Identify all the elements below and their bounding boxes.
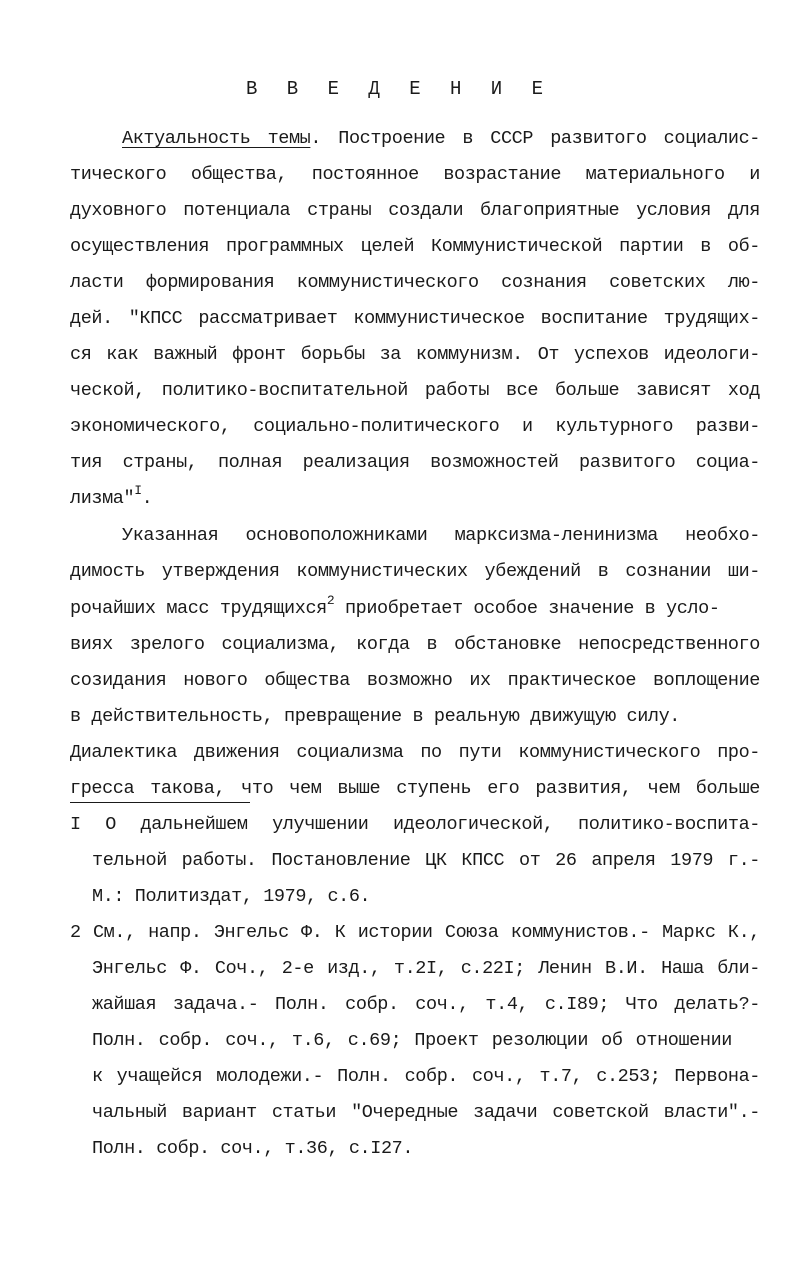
footnote-separator [70,802,250,803]
footnote-1-line: тельной работы. Постановление ЦК КПСС от 26 апреля 1979 г.- [92,850,760,871]
footnote-2-line: чальный вариант статьи "Очередные задачи советской власти".- [92,1102,760,1123]
paragraph-1-line: осуществления программных целей Коммунистической партии в об- [70,236,760,257]
paragraph-1-line: ческой, политико-воспитательной работы все больше зависят ход [70,380,760,401]
paragraph-1-line: духовного потенциала страны создали благоприятные условия для [70,200,760,221]
paragraph-2-line-1: Указанная основоположниками марксизма-ленинизма необхо- [122,525,760,546]
paragraph-1-line: ся как важный фронт борьбы за коммунизм. От успехов идеологи- [70,344,760,365]
footnote-2-line: Энгельс Ф. Соч., 2-е изд., т.2I, с.22I; Ленин В.И. Наша бли- [92,958,760,979]
page-title: В В Е Д Е Н И Е [245,78,553,100]
paragraph-2-line: в действительность, превращение в реальную движущую силу. [70,706,681,727]
paragraph-2-line: виях зрелого социализма, когда в обстановке непосредственного [70,634,760,655]
footnote-ref-2: 2 [326,593,335,608]
paragraph-1-last-line: лизма"$^I$. [70,483,153,509]
paragraph-1-line: ласти формирования коммунистического сознания советских лю- [70,272,760,293]
footnote-2-line: Полн. собр. соч., т.36, с.I27. [92,1138,414,1159]
footnote-1-line: М.: Политиздат, 1979, с.6. [92,886,371,907]
footnote-ref-1: I [134,483,142,498]
paragraph-1-line-1: Актуальность темы. Построение в СССР развитого социалис- [122,128,761,149]
footnote-2-line: к учащейся молодежи.- Полн. собр. соч., т.7, с.253; Первона- [92,1066,760,1087]
paragraph-2-line: созидания нового общества возможно их практическое воплощение [70,670,760,691]
paragraph-2-line-footnote: рочайших масс трудящихся$^2$ приобретает особое значение в усло- [70,593,720,619]
paragraph-2-line: гресса такова, что чем выше ступень его развития, чем больше [70,778,760,799]
paragraph-1-line: тического общества, постоянное возрастание материального и [70,164,760,185]
paragraph-2-line: димость утверждения коммунистических убеждений в сознании ши- [70,561,760,582]
footnote-2-line: жайшая задача.- Полн. собр. соч., т.4, с.I89; Что делать?- [92,994,760,1015]
footnote-2-line: Полн. собр. соч., т.6, с.69; Проект резолюции об отношении [92,1030,732,1051]
paragraph-1-line: тия страны, полная реализация возможностей развитого социа- [70,452,760,473]
paragraph-1-line: дей. "КПСС рассматривает коммунистическое воспитание трудящих- [70,308,760,329]
footnote-1-line: I О дальнейшем улучшении идеологической, политико-воспита- [70,814,760,835]
footnote-2-line: 2 См., напр. Энгельс Ф. К истории Союза коммунистов.- Маркс К., [70,922,760,943]
section-heading-underlined: Актуальность темы [122,128,311,149]
paragraph-1-line: экономического, социально-политического и культурного разви- [70,416,760,437]
paragraph-2-line: Диалектика движения социализма по пути коммунистического про- [70,742,760,763]
